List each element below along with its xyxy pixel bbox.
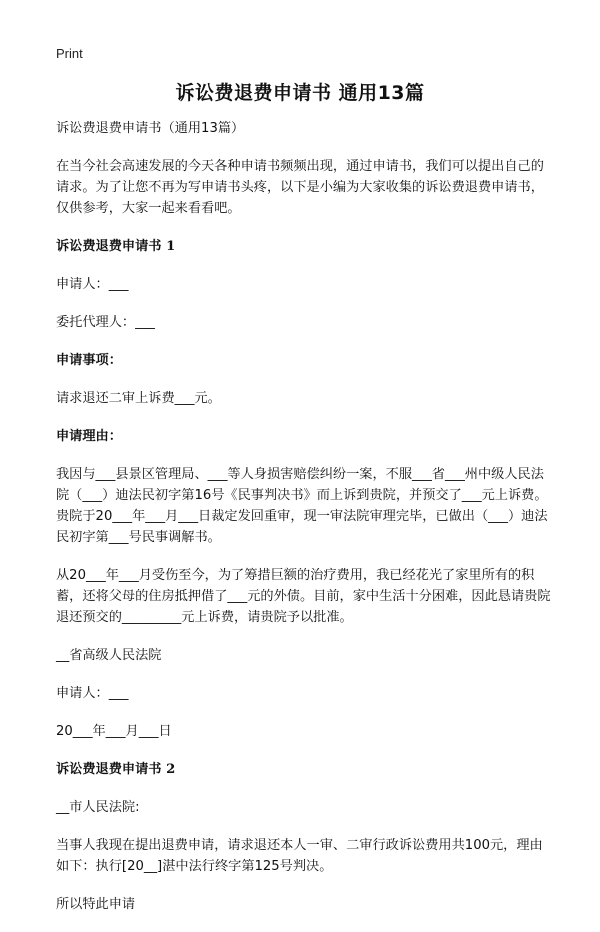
document-body [56,118,552,932]
page-title: 诉讼费退费申请书 通用13篇 [175,82,425,104]
matters-heading: 申请事项： [56,353,122,368]
agent-line: 委托代理人：___ [56,315,155,330]
section-2-court: __市人民法院: [56,800,140,815]
reason-paragraph-2: 从20___年___月受伤至今，为了筹措巨额的治疗费用，我已经花光了家里所有的积蓄，还将父母的住房抵押借了___元的外债。目前，家中生活十分困难，因此恳请贵院退还预交的_________元上诉费，请贵院予以批准。 [56,568,551,625]
subtitle: 诉讼费退费申请书（通用13篇） [56,121,245,136]
court-name: __省高级人民法院 [56,648,162,663]
matters-text: 请求退还二审上诉费___元。 [56,391,221,406]
reason-paragraph-1: 我因与___县景区管理局、___等人身损害赔偿纠纷一案，不服___省___州中级人民法院（___）迪法民初字第16号《民事判决书》而上诉到贵院，并预交了___元上诉费。贵院于20___年___月___日裁定发回重审，现一审法院审理完毕，已做出（___）迪法民初字第___号民事调解书。 [56,467,548,545]
applicant-signature: 申请人：___ [56,686,129,701]
section-2-paragraph-1: 当事人我现在提出退费申请，请求退还本人一审、二审行政诉讼费用共100元，理由如下：执行[20__]湛中法行终字第125号判决。 [56,838,543,874]
section-2-paragraph-2: 所以特此申请 [56,897,136,912]
section-1-heading: 诉讼费退费申请书 1 [56,239,176,254]
intro-paragraph: 在当今社会高速发展的今天各种申请书频频出现，通过申请书，我们可以提出自己的请求。为了让您不再为写申请书头疼，以下是小编为大家收集的诉讼费退费申请书，仅供参考，大家一起来看看吧。 [56,159,544,216]
reasons-heading: 申请理由： [56,429,122,444]
print-link[interactable]: Print [56,46,83,61]
applicant-line: 申请人：___ [56,277,129,292]
section-2-heading: 诉讼费退费申请书 2 [56,762,176,777]
date-line: 20___年___月___日 [56,724,172,739]
